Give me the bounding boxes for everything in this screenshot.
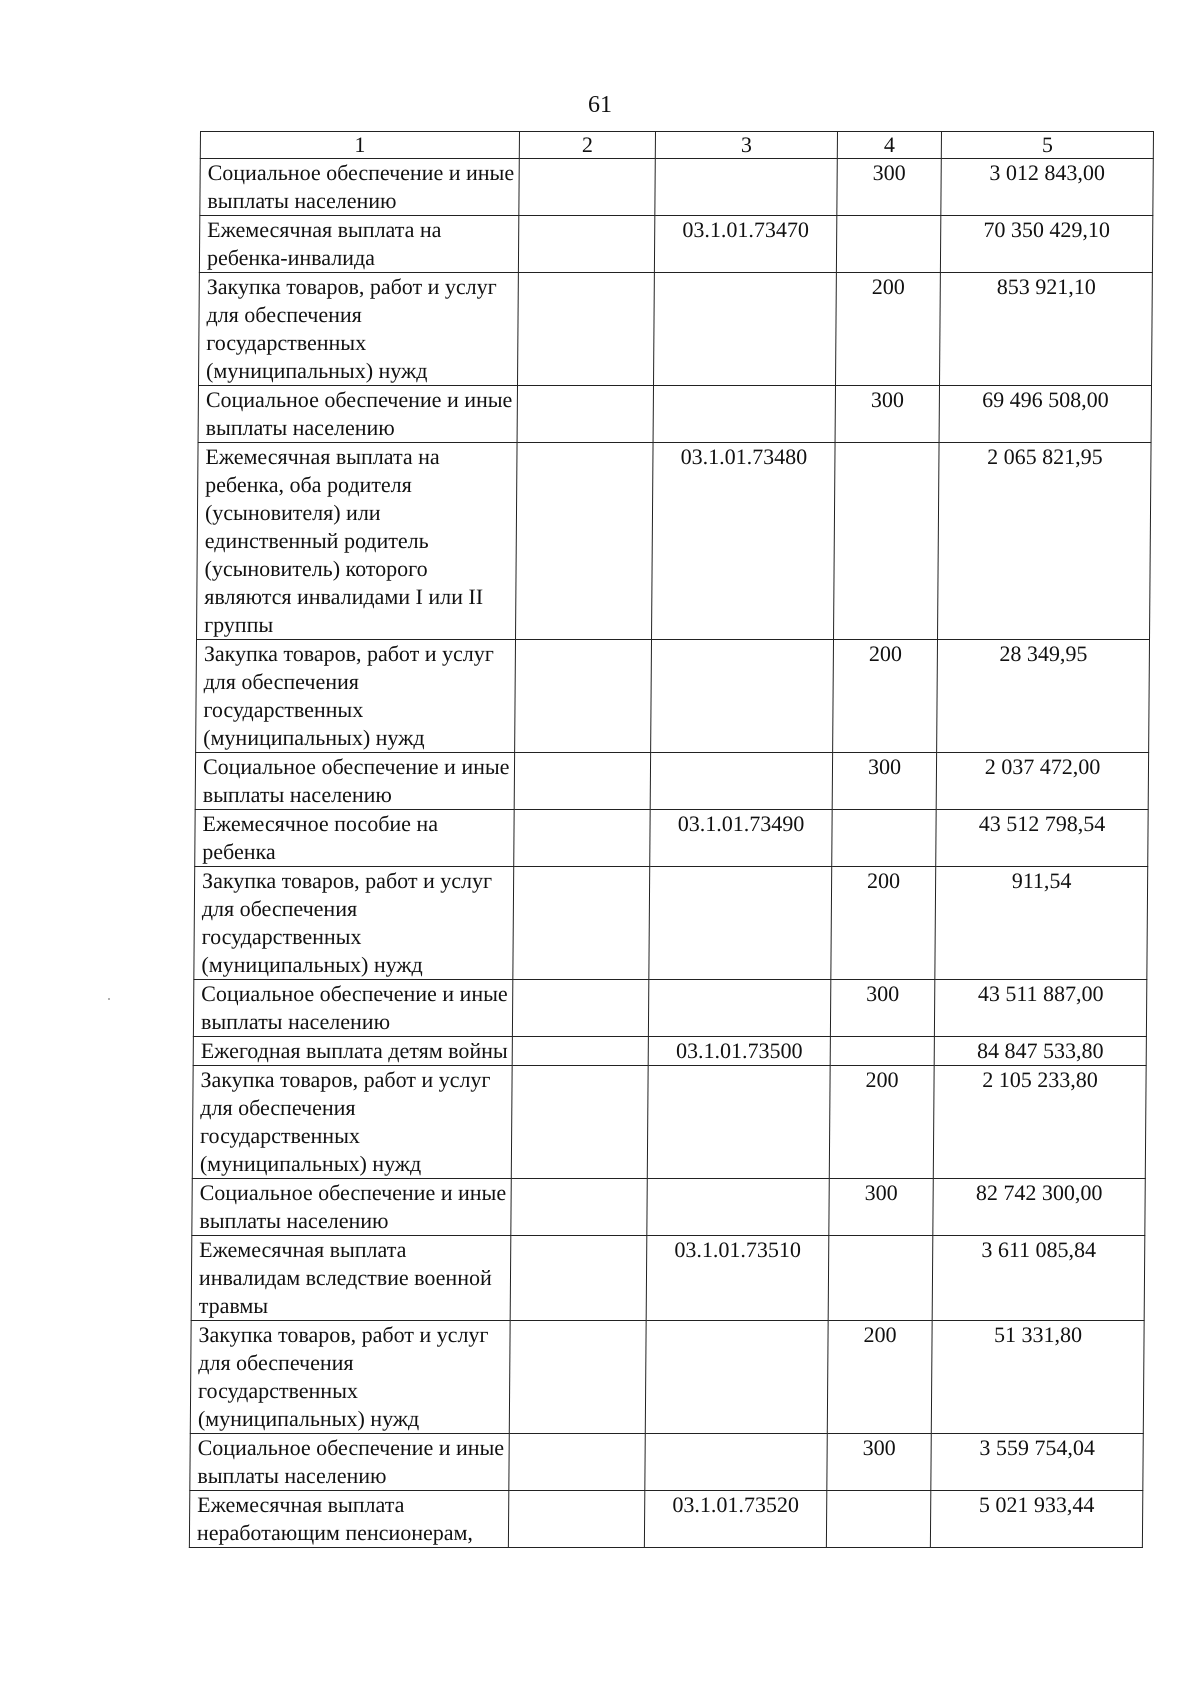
header-col-4: 4 [837, 132, 941, 159]
row-col2-cell [509, 1434, 645, 1491]
row-name-cell: Закупка товаров, работ и услуг для обеспечения государственных (муниципальных) нужд [199, 273, 519, 386]
row-col2-cell [513, 867, 650, 980]
row-name-cell: Социальное обеспечение и иные выплаты населению [200, 159, 519, 216]
row-name-cell: Закупка товаров, работ и услуг для обеспечения государственных (муниципальных) нужд [194, 867, 514, 980]
table-row [189, 1491, 1142, 1548]
table-row [192, 1179, 1145, 1236]
row-code-cell: 03.1.01.73510 [646, 1236, 829, 1321]
row-amount-cell: 5 021 933,44 [930, 1491, 1142, 1548]
row-type-cell: 300 [829, 1179, 933, 1236]
table-row [199, 273, 1153, 386]
row-amount-cell: 3 012 843,00 [941, 159, 1153, 216]
table-row [194, 867, 1148, 980]
table-row [199, 216, 1152, 273]
row-type-cell: 200 [833, 640, 938, 753]
row-col2-cell [511, 1066, 648, 1179]
row-amount-cell: 2 037 472,00 [936, 753, 1148, 810]
row-name-cell: Ежемесячная выплата на ребенка-инвалида [199, 216, 518, 273]
row-name-cell: Ежегодная выплата детям войны [193, 1037, 512, 1066]
row-type-cell: 200 [829, 1066, 934, 1179]
row-col2-cell [512, 980, 648, 1037]
header-col-5: 5 [941, 132, 1153, 159]
table-row [191, 1236, 1145, 1321]
row-name-cell: Ежемесячная выплата инвалидам вследствие военной травмы [191, 1236, 511, 1321]
row-type-cell: 300 [832, 753, 936, 810]
row-col2-cell [511, 1179, 647, 1236]
row-name-cell: Социальное обеспечение и иные выплаты населению [192, 1179, 511, 1236]
header-col-2: 2 [519, 132, 655, 159]
row-code-cell [654, 273, 837, 386]
row-col2-cell [509, 1321, 646, 1434]
table-row [197, 443, 1152, 640]
row-amount-cell: 43 511 887,00 [934, 980, 1146, 1037]
row-col2-cell [517, 386, 653, 443]
row-code-cell [645, 1321, 828, 1434]
row-type-cell: 300 [837, 159, 941, 216]
row-name-cell: Социальное обеспечение и иные выплаты населению [190, 1434, 509, 1491]
table-body [189, 159, 1153, 1548]
row-type-cell [834, 443, 940, 640]
row-code-cell: 03.1.01.73480 [652, 443, 836, 640]
row-col2-cell [518, 216, 654, 273]
row-name-cell: Социальное обеспечение и иные выплаты населению [193, 980, 512, 1037]
row-col2-cell [518, 273, 655, 386]
budget-table [189, 131, 1154, 1548]
row-type-cell [830, 1037, 934, 1066]
row-code-cell [651, 640, 834, 753]
row-type-cell [836, 216, 940, 273]
row-code-cell [645, 1434, 827, 1491]
row-col2-cell [510, 1236, 647, 1321]
row-type-cell: 300 [835, 386, 939, 443]
row-name-cell: Социальное обеспечение и иные выплаты населению [198, 386, 517, 443]
header-col-3: 3 [655, 132, 837, 159]
page-number: 61 [588, 92, 612, 118]
row-code-cell [647, 1066, 830, 1179]
row-col2-cell [519, 159, 655, 216]
row-col2-cell [516, 443, 654, 640]
scan-artifact [108, 998, 110, 1000]
row-amount-cell: 28 349,95 [937, 640, 1150, 753]
header-col-1: 1 [200, 132, 519, 159]
row-code-cell: 03.1.01.73490 [650, 810, 832, 867]
row-amount-cell: 3 559 754,04 [931, 1434, 1143, 1491]
row-code-cell [650, 753, 832, 810]
row-code-cell [653, 386, 835, 443]
row-amount-cell: 69 496 508,00 [939, 386, 1151, 443]
row-col2-cell [508, 1491, 644, 1548]
table-header-row [200, 132, 1153, 159]
table-row [196, 640, 1150, 753]
row-col2-cell [514, 753, 650, 810]
table-row [195, 810, 1148, 867]
row-name-cell: Ежемесячное пособие на ребенка [195, 810, 514, 867]
table-row [193, 1037, 1146, 1066]
row-type-cell [832, 810, 936, 867]
row-type-cell: 300 [830, 980, 934, 1037]
row-name-cell: Социальное обеспечение и иные выплаты населению [195, 753, 514, 810]
row-amount-cell: 43 512 798,54 [936, 810, 1148, 867]
row-type-cell: 300 [827, 1434, 931, 1491]
row-type-cell: 200 [831, 867, 936, 980]
row-name-cell: Ежемесячная выплата на ребенка, оба родителя (усыновителя) или единственный родитель (усыновитель) которого являются инвалидами I или II группы [197, 443, 518, 640]
row-name-cell: Закупка товаров, работ и услуг для обеспечения государственных (муниципальных) нужд [190, 1321, 510, 1434]
row-code-cell [647, 1179, 829, 1236]
row-amount-cell: 70 350 429,10 [940, 216, 1152, 273]
row-type-cell [828, 1236, 933, 1321]
table-row [190, 1321, 1144, 1434]
row-amount-cell: 3 611 085,84 [932, 1236, 1145, 1321]
row-type-cell: 200 [836, 273, 941, 386]
table-row [195, 753, 1148, 810]
row-col2-cell [512, 1037, 648, 1066]
row-col2-cell [514, 810, 650, 867]
table-row [200, 159, 1153, 216]
table-row [198, 386, 1151, 443]
row-code-cell [655, 159, 837, 216]
row-amount-cell: 51 331,80 [931, 1321, 1144, 1434]
row-name-cell: Закупка товаров, работ и услуг для обеспечения государственных (муниципальных) нужд [192, 1066, 512, 1179]
row-code-cell: 03.1.01.73500 [648, 1037, 830, 1066]
row-name-cell: Закупка товаров, работ и услуг для обеспечения государственных (муниципальных) нужд [196, 640, 516, 753]
table-row [190, 1434, 1143, 1491]
row-code-cell: 03.1.01.73470 [654, 216, 836, 273]
row-amount-cell: 2 065 821,95 [938, 443, 1152, 640]
row-amount-cell: 853 921,10 [940, 273, 1153, 386]
table-row [193, 980, 1146, 1037]
row-amount-cell: 911,54 [935, 867, 1148, 980]
row-code-cell [648, 980, 830, 1037]
row-code-cell [649, 867, 832, 980]
row-col2-cell [515, 640, 652, 753]
row-amount-cell: 2 105 233,80 [933, 1066, 1146, 1179]
row-amount-cell: 84 847 533,80 [934, 1037, 1146, 1066]
table-row [192, 1066, 1146, 1179]
row-amount-cell: 82 742 300,00 [933, 1179, 1145, 1236]
row-name-cell: Ежемесячная выплата неработающим пенсионерам, [189, 1491, 508, 1548]
row-type-cell [826, 1491, 930, 1548]
row-code-cell: 03.1.01.73520 [644, 1491, 826, 1548]
row-type-cell: 200 [827, 1321, 932, 1434]
